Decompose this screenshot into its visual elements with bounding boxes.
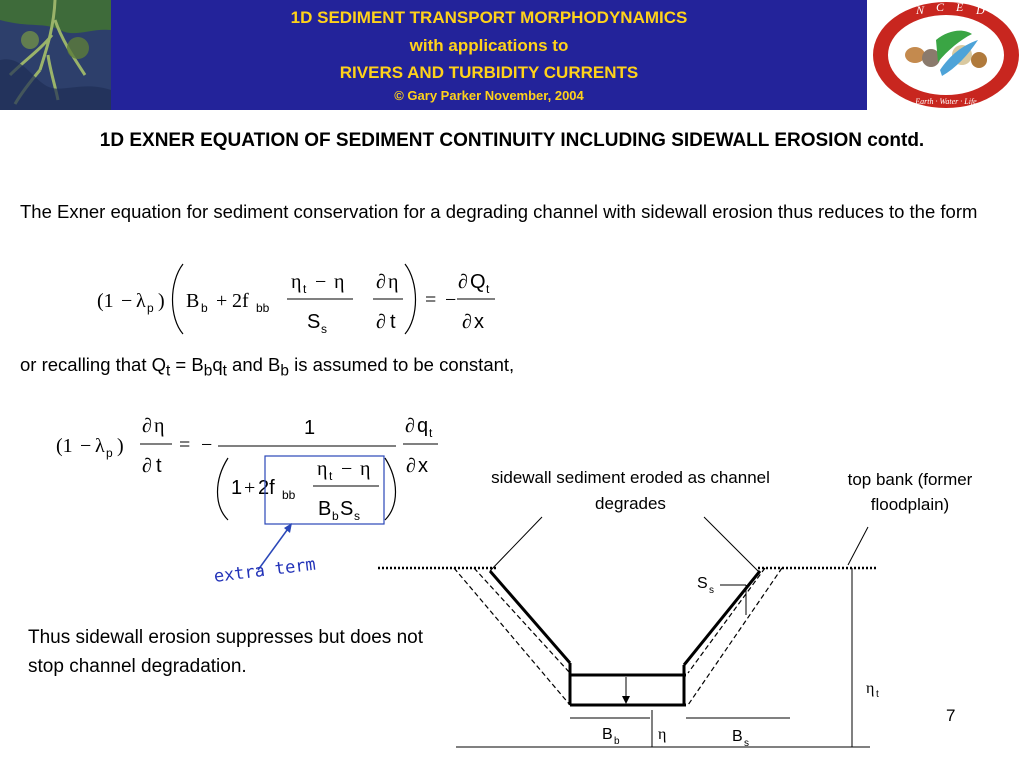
logo-letter-c: C [936, 0, 945, 14]
intro-paragraph: The Exner equation for sediment conservation for a degrading channel with sidewall erosion thus reduces to the form [20, 201, 978, 222]
sidewall-sediment-label: sidewall sediment eroded as channel degrades [491, 468, 770, 513]
svg-text:t: t [429, 426, 433, 440]
svg-text:b: b [201, 301, 208, 315]
svg-text:∂: ∂ [142, 455, 152, 477]
svg-text:b: b [614, 736, 620, 747]
svg-text:t: t [156, 455, 162, 477]
svg-text:s: s [709, 585, 714, 596]
svg-text:B: B [602, 726, 613, 743]
river-delta-image [0, 0, 111, 110]
svg-text:∂: ∂ [405, 415, 415, 437]
svg-text:t: t [390, 311, 396, 333]
svg-text:): ) [158, 290, 165, 312]
svg-text:s: s [321, 322, 327, 336]
svg-text:): ) [117, 435, 124, 457]
logo-letter-n: N [916, 3, 925, 17]
svg-text:∂: ∂ [142, 415, 152, 437]
svg-text:s: s [354, 509, 360, 523]
svg-text:t: t [303, 282, 307, 296]
svg-text:(1: (1 [97, 290, 114, 312]
svg-text:t: t [329, 469, 333, 483]
svg-text:η: η [334, 271, 345, 293]
svg-text:S: S [307, 311, 321, 333]
svg-text:−: − [315, 271, 327, 293]
svg-text:η: η [658, 726, 667, 743]
logo-letter-e: E [956, 0, 964, 14]
svg-text:η: η [291, 271, 302, 293]
svg-text:η: η [866, 680, 875, 697]
nced-logo [868, 0, 1024, 110]
svg-text:1: 1 [231, 477, 243, 499]
svg-text:b: b [332, 509, 339, 523]
recall-paragraph: or recalling that $Q_t = B_bq_t$ and $B_b$ is assumed to be constant, [20, 354, 515, 380]
svg-text:Q: Q [470, 271, 486, 293]
svg-text:t: t [486, 282, 490, 296]
svg-text:2f: 2f [232, 290, 249, 312]
svg-text:−: − [341, 458, 353, 480]
svg-text:p: p [147, 301, 154, 315]
svg-text:S: S [340, 498, 354, 520]
svg-text:(1: (1 [56, 435, 73, 457]
slide-header [0, 0, 1024, 112]
svg-text:+: + [244, 477, 256, 499]
svg-text:∂: ∂ [376, 311, 386, 333]
top-bank-label: top bank (former floodplain) [847, 470, 973, 514]
svg-text:λ: λ [136, 290, 146, 312]
svg-text:2f: 2f [258, 477, 275, 499]
svg-text:−: − [121, 290, 133, 312]
copyright-line: © Gary Parker November, 2004 [394, 88, 584, 103]
svg-text:−: − [445, 289, 457, 311]
svg-text:−: − [201, 434, 213, 456]
svg-text:η: η [154, 415, 165, 437]
svg-text:∂: ∂ [406, 455, 416, 477]
svg-text:=: = [179, 434, 191, 456]
svg-text:bb: bb [282, 488, 296, 502]
svg-text:λ: λ [95, 435, 105, 457]
svg-text:η: η [317, 458, 328, 480]
logo-motto: Earth · Water · Life [915, 97, 977, 106]
slide-title: 1D EXNER EQUATION OF SEDIMENT CONTINUITY INCLUDING SIDEWALL EROSION contd. [99, 130, 925, 151]
page-number: 7 [946, 706, 956, 725]
svg-text:∂: ∂ [458, 271, 468, 293]
course-subtitle: with applications to [409, 36, 569, 55]
svg-text:∂: ∂ [376, 271, 386, 293]
svg-text:S: S [697, 575, 708, 592]
svg-text:−: − [80, 435, 92, 457]
course-title: 1D SEDIMENT TRANSPORT MORPHODYNAMICS [290, 8, 688, 27]
svg-text:B: B [732, 728, 743, 745]
svg-text:∂: ∂ [462, 311, 472, 333]
svg-text:t: t [876, 689, 879, 700]
svg-text:bb: bb [256, 301, 270, 315]
svg-text:x: x [418, 455, 428, 477]
svg-text:η: η [388, 271, 399, 293]
svg-text:+: + [216, 290, 228, 312]
svg-text:B: B [186, 290, 200, 312]
exner-equation-1 [85, 258, 525, 340]
svg-text:q: q [417, 415, 429, 437]
svg-text:η: η [360, 458, 371, 480]
extra-term-label: extra term [212, 554, 317, 587]
svg-text:1: 1 [304, 417, 316, 439]
svg-text:p: p [106, 446, 113, 460]
logo-letter-d: D [976, 3, 985, 17]
svg-text:B: B [318, 498, 332, 520]
conclusion-paragraph: Thus sidewall erosion suppresses but does not stop channel degradation. [28, 627, 424, 677]
course-subtitle-2: RIVERS AND TURBIDITY CURRENTS [339, 63, 639, 82]
svg-text:x: x [474, 311, 484, 333]
svg-text:s: s [744, 738, 749, 749]
svg-text:=: = [425, 289, 437, 311]
channel-cross-section-diagram [370, 505, 930, 755]
